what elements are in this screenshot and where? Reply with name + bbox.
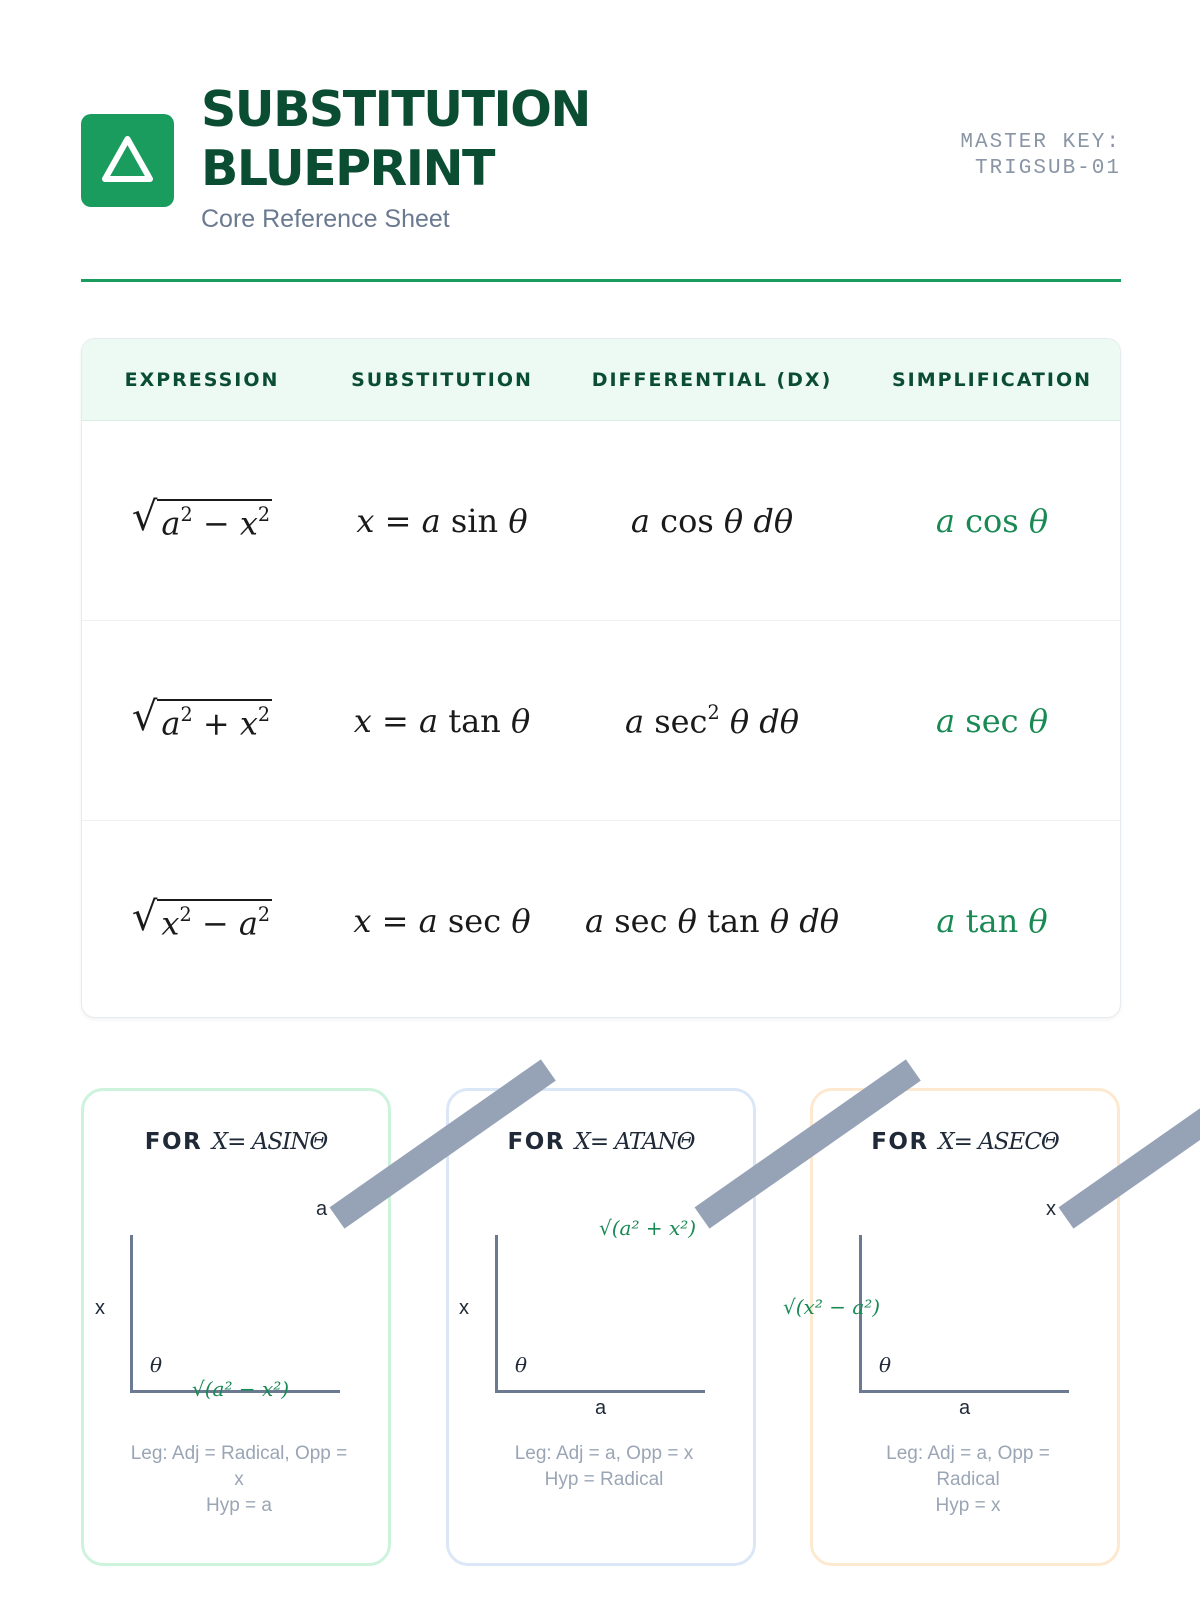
column-header-simplification: SIMPLIFICATION <box>891 369 1093 391</box>
title-line-2: BLUEPRINT <box>201 140 494 197</box>
triangle-legend: Leg: Adj = Radical, Opp = x Hyp = a <box>130 1443 348 1516</box>
header-divider <box>81 279 1121 282</box>
radical-label: √(a² + x²) <box>599 1216 697 1240</box>
simplification-cell: a sec θ <box>936 702 1048 740</box>
angle-label: θ <box>515 1353 528 1377</box>
triangle-vertical-leg <box>495 1235 498 1393</box>
triangle-horizontal-leg <box>859 1390 1069 1393</box>
triangle-card-title: FOR X= ASECΘ <box>871 1129 1059 1155</box>
simplification-cell: a cos θ <box>935 502 1049 540</box>
logo <box>81 114 174 207</box>
column-header-expression: EXPRESSION <box>124 369 280 391</box>
table-row <box>82 821 1120 1018</box>
angle-label: θ <box>879 1353 892 1377</box>
differential-cell: a cos θ dθ <box>630 502 794 540</box>
triangle-card-title: FOR X= ATANΘ <box>507 1129 695 1155</box>
simplification-cell: a tan θ <box>936 902 1048 940</box>
table-row <box>82 421 1120 621</box>
differential-cell: a sec θ tan θ dθ <box>584 902 840 940</box>
expression-cell: √ $a^2 - x^2$ <box>131 494 271 543</box>
differential-cell: a $\sec^2 \theta$ dθ <box>624 701 800 741</box>
expression-cell: √ $a^2 + x^2$ <box>131 694 271 743</box>
hypotenuse-label: a <box>316 1198 328 1220</box>
substitution-cell: x = a tan θ <box>353 702 531 740</box>
angle-label: θ <box>150 1353 163 1377</box>
triangle-icon <box>100 133 155 188</box>
triangle-card-atan <box>446 1088 756 1566</box>
triangle-legend: Leg: Adj = a, Opp = x Hyp = Radical <box>514 1443 694 1490</box>
title-line-1: SUBSTITUTION <box>201 81 590 138</box>
triangle-legend: Leg: Adj = a, Opp = Radical Hyp = x <box>886 1443 1050 1516</box>
page-title <box>201 80 590 198</box>
substitution-cell: x = a sin θ <box>356 502 528 540</box>
column-header-differential: DIFFERENTIAL (DX) <box>591 369 833 391</box>
radical-label: √(x² − a²) <box>783 1295 881 1319</box>
table-row <box>82 621 1120 821</box>
master-key: MASTER KEY: TRIGSUB-01 <box>960 131 1121 180</box>
column-header-substitution: SUBSTITUTION <box>351 369 533 391</box>
header <box>81 80 1121 250</box>
triangle-horizontal-leg <box>495 1390 705 1393</box>
vertical-leg-label: x <box>459 1297 469 1319</box>
table-header <box>82 339 1120 421</box>
expression-cell: √ $x^2 - a^2$ <box>131 894 271 943</box>
page-subtitle: Core Reference Sheet <box>201 205 450 233</box>
hypotenuse-label: x <box>1046 1198 1056 1220</box>
triangle-card-asin <box>81 1088 391 1566</box>
triangle-card-asec <box>783 1088 1120 1566</box>
triangle-card-title: FOR X= ASINΘ <box>144 1129 328 1155</box>
horizontal-leg-label: a <box>959 1397 971 1419</box>
horizontal-leg-label: a <box>595 1397 607 1419</box>
triangle-vertical-leg <box>130 1235 133 1393</box>
vertical-leg-label: x <box>95 1297 105 1319</box>
substitution-table <box>81 338 1121 1018</box>
substitution-cell: x = a sec θ <box>353 902 531 940</box>
radical-label: √(a² − x²) <box>192 1377 290 1401</box>
